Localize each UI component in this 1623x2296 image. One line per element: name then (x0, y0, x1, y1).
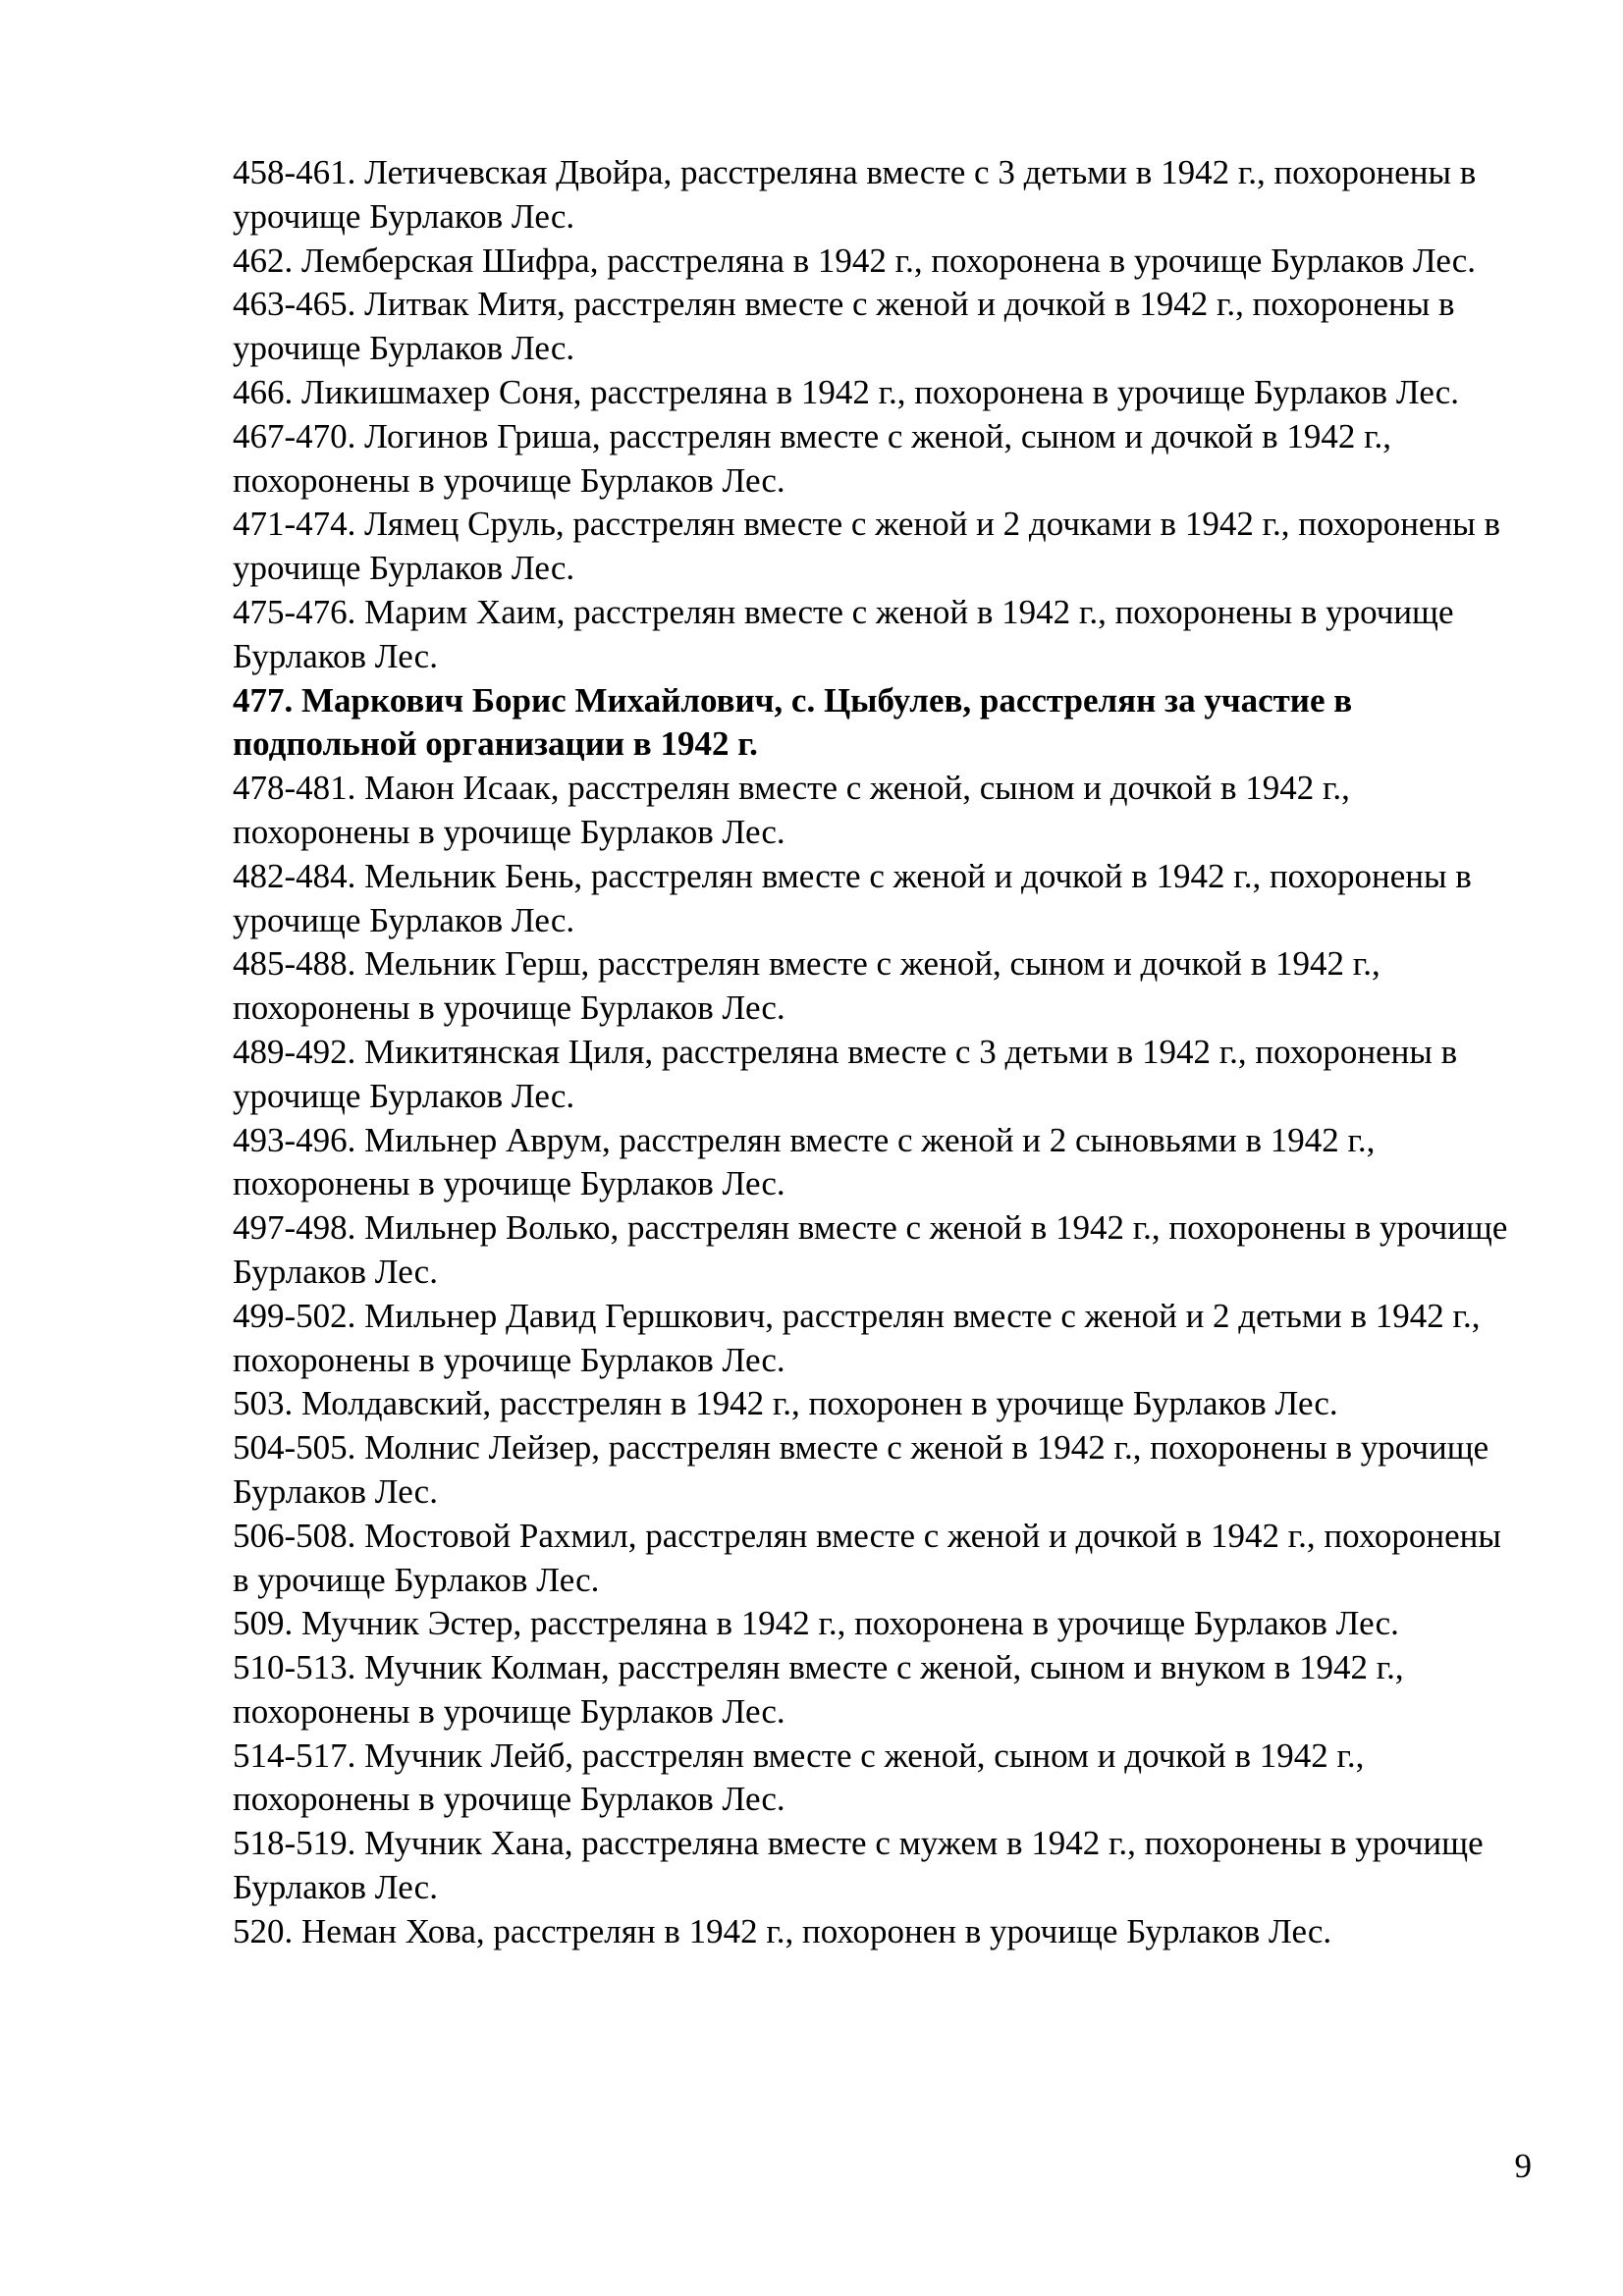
list-entry: 458-461. Летичевская Двойра, расстреляна вместе с 3 детьми в 1942 г., похоронены в урочище Бурлаков Лес. (233, 153, 1477, 236)
list-entry: 467-470. Логинов Гриша, расстрелян вместе с женой, сыном и дочкой в 1942 г., похоронены в урочище Бурлаков Лес. (233, 416, 1392, 500)
list-entry: 499-502. Мильнер Давид Гершкович, расстрелян вместе с женой и 2 детьми в 1942 г., похоронены в урочище Бурлаков Лес. (233, 1296, 1481, 1379)
list-entry: 462. Лемберская Шифра, расстреляна в 1942 г., похоронена в урочище Бурлаков Лес. (233, 240, 1477, 280)
list-entry: 471-474. Лямец Сруль, расстрелян вместе с женой и 2 дочками в 1942 г., похоронены в урочище Бурлаков Лес. (233, 505, 1501, 588)
list-entry: 482-484. Мельник Бень, расстрелян вместе с женой и дочкой в 1942 г., похоронены в урочище Бурлаков Лес. (233, 856, 1472, 939)
list-entry: 493-496. Мильнер Аврум, расстрелян вместе с женой и 2 сыновьями в 1942 г., похоронены в урочище Бурлаков Лес. (233, 1120, 1376, 1203)
list-entry: 485-488. Мельник Герш, расстрелян вместе с женой, сыном и дочкой в 1942 г., похоронены в урочище Бурлаков Лес. (233, 944, 1380, 1028)
list-entry: 510-513. Мучник Колман, расстрелян вместе с женой, сыном и внуком в 1942 г., похоронены в урочище Бурлаков Лес. (233, 1648, 1404, 1731)
list-entry: 463-465. Литвак Митя, расстрелян вместе с женой и дочкой в 1942 г., похоронены в урочище Бурлаков Лес. (233, 285, 1455, 368)
entry-list (233, 151, 1519, 1954)
list-entry-highlighted: 477. Маркович Борис Михайлович, с. Цыбулев, расстрелян за участие в подпольной организации в 1942 г. (233, 680, 1353, 764)
list-entry: 503. Молдавский, расстрелян в 1942 г., похоронен в урочище Бурлаков Лес. (233, 1384, 1338, 1423)
list-entry: 475-476. Марим Хаим, расстрелян вместе с женой в 1942 г., похоронены в урочище Бурлаков Лес. (233, 592, 1454, 675)
list-entry: 514-517. Мучник Лейб, расстрелян вместе с женой, сыном и дочкой в 1942 г., похоронены в урочище Бурлаков Лес. (233, 1735, 1365, 1819)
page-number: 9 (1514, 2147, 1532, 2185)
list-entry: 506-508. Мостовой Рахмил, расстрелян вместе с женой и дочкой в 1942 г., похоронены в урочище Бурлаков Лес. (233, 1516, 1501, 1599)
list-entry: 504-505. Молнис Лейзер, расстрелян вместе с женой в 1942 г., похоронены в урочище Бурлаков Лес. (233, 1428, 1489, 1511)
list-entry: 489-492. Микитянская Циля, расстреляна вместе с 3 детьми в 1942 г., похоронены в урочище Бурлаков Лес. (233, 1032, 1458, 1115)
list-entry: 497-498. Мильнер Волько, расстрелян вместе с женой в 1942 г., похоронены в урочище Бурлаков Лес. (233, 1208, 1508, 1291)
list-entry: 466. Ликишмахер Соня, расстреляна в 1942 г., похоронена в урочище Бурлаков Лес. (233, 372, 1460, 411)
list-entry: 478-481. Маюн Исаак, расстрелян вместе с женой, сыном и дочкой в 1942 г., похоронены в урочище Бурлаков Лес. (233, 769, 1350, 851)
list-entry: 520. Неман Хова, расстрелян в 1942 г., похоронен в урочище Бурлаков Лес. (233, 1911, 1332, 1950)
list-entry: 518-519. Мучник Хана, расстреляна вместе с мужем в 1942 г., похоронены в урочище Бурлаков Лес. (233, 1824, 1484, 1907)
list-entry: 509. Мучник Эстер, расстреляна в 1942 г., похоронена в урочище Бурлаков Лес. (233, 1604, 1399, 1643)
